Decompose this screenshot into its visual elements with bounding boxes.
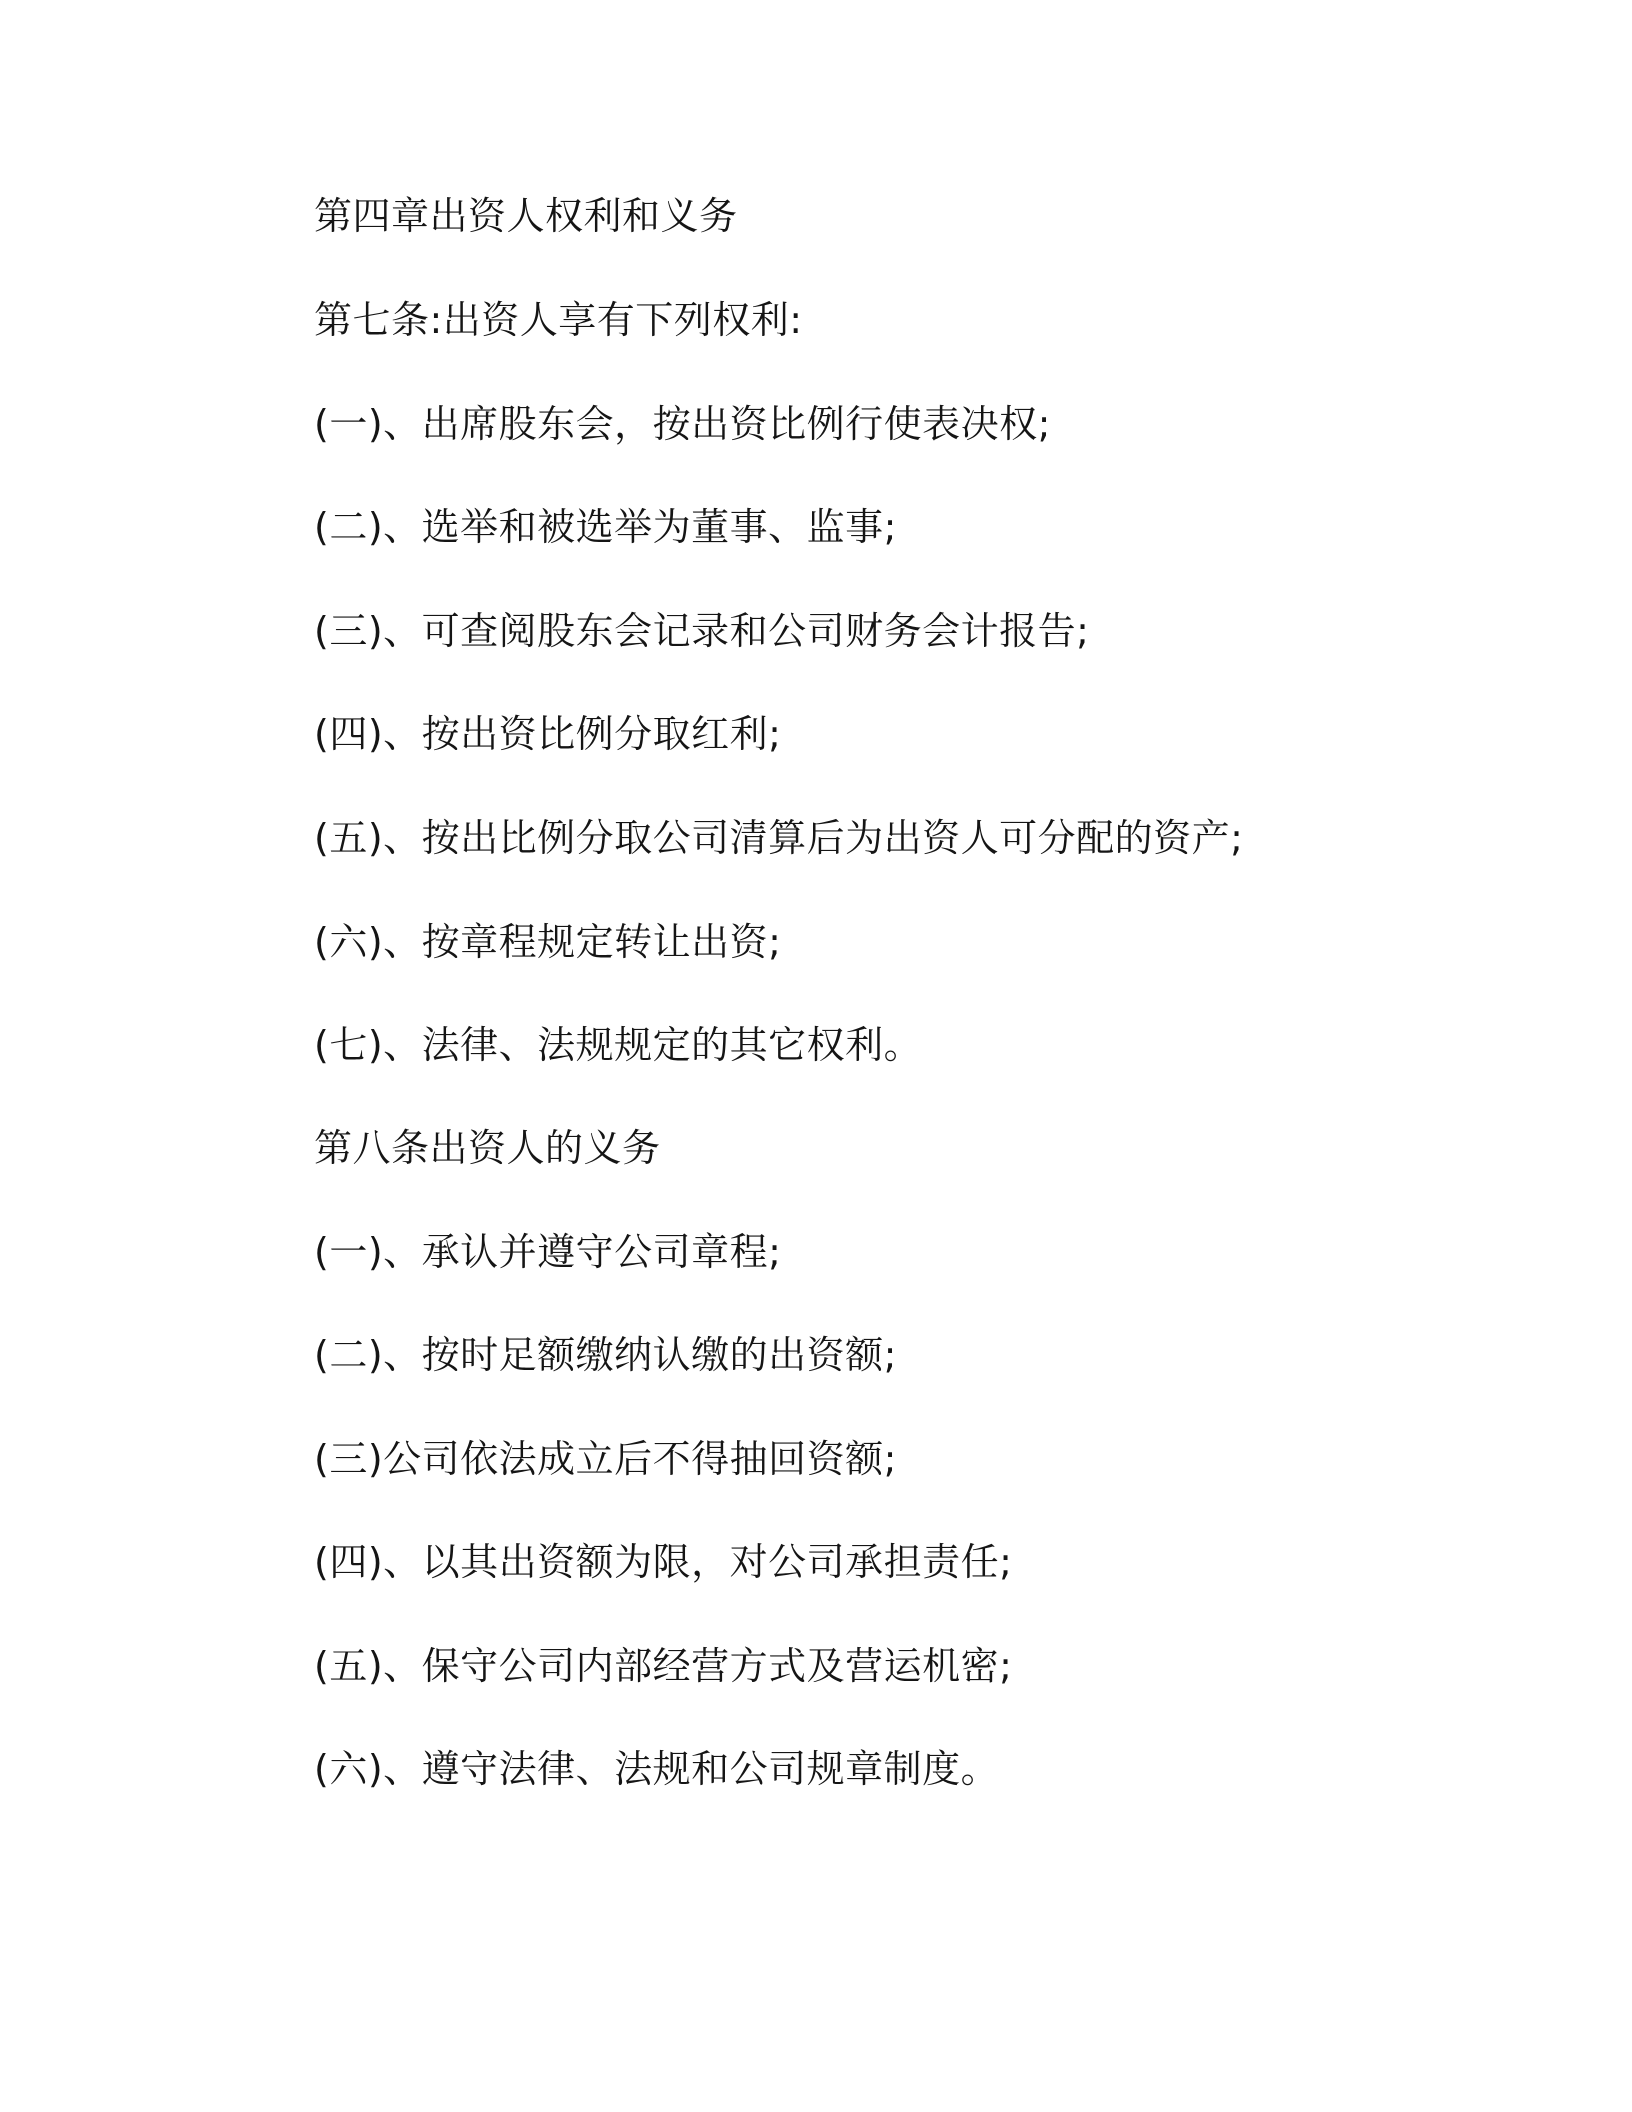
article-7-item-6: (六)、按章程规定转让出资; xyxy=(314,920,782,964)
article-7-item-3: (三)、可查阅股东会记录和公司财务会计报告; xyxy=(314,609,1090,653)
article-7-item-2: (二)、选举和被选举为董事、监事; xyxy=(314,505,897,549)
article-7-item-7: (七)、法律、法规规定的其它权利。 xyxy=(314,1023,923,1067)
article-8-item-6: (六)、遵守法律、法规和公司规章制度。 xyxy=(314,1747,1000,1791)
article-8-item-2: (二)、按时足额缴纳认缴的出资额; xyxy=(314,1333,897,1377)
article-7-heading: 第七条:出资人享有下列权利: xyxy=(314,298,803,342)
article-8-item-4: (四)、以其出资额为限，对公司承担责任; xyxy=(314,1540,1013,1584)
article-8-item-1: (一)、承认并遵守公司章程; xyxy=(314,1230,782,1274)
chapter-title: 第四章出资人权利和义务 xyxy=(314,194,738,238)
article-7-item-1: (一)、出席股东会，按出资比例行使表决权; xyxy=(314,402,1051,446)
article-7-item-4: (四)、按出资比例分取红利; xyxy=(314,712,782,756)
article-8-item-3: (三)公司依法成立后不得抽回资额; xyxy=(314,1437,897,1481)
article-8-item-5: (五)、保守公司内部经营方式及营运机密; xyxy=(314,1644,1013,1688)
article-7-item-5: (五)、按出比例分取公司清算后为出资人可分配的资产; xyxy=(314,816,1244,860)
article-8-heading: 第八条出资人的义务 xyxy=(314,1126,661,1170)
